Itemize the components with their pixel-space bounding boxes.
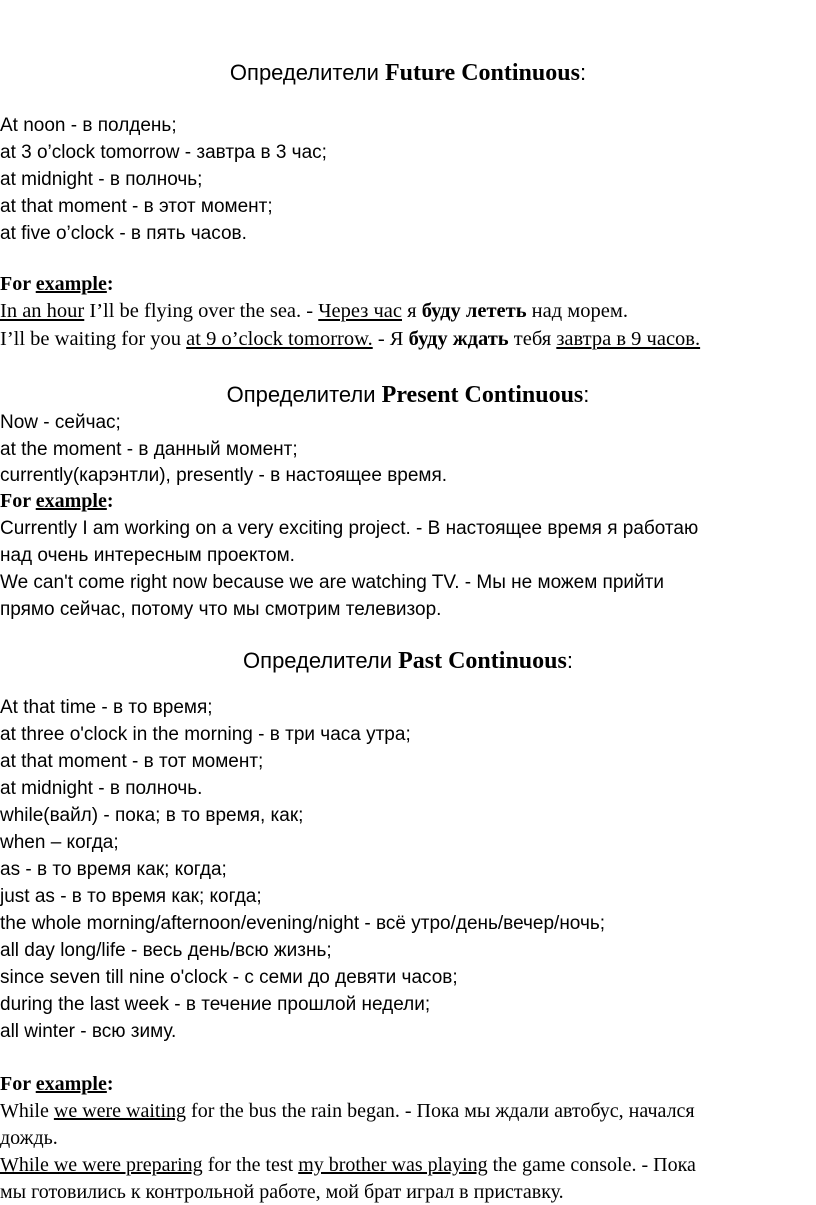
past-example-1: While we were waiting for the bus the rain began. - Пока мы ждали автобус, начался xyxy=(0,1100,695,1122)
future-example-1: In an hour I’ll be flying over the sea. - Через час я буду лететь над морем. xyxy=(0,300,628,322)
past-marker: at that moment - в тот момент; xyxy=(0,751,264,772)
past-example-1-continued: дождь. xyxy=(0,1127,58,1149)
past-marker: all day long/life - весь день/всю жизнь; xyxy=(0,940,332,961)
future-for-example-label: For example: xyxy=(0,273,114,295)
future-marker: At noon - в полдень; xyxy=(0,115,177,136)
past-marker: the whole morning/afternoon/evening/night - всё утро/день/вечер/ночь; xyxy=(0,913,606,934)
future-marker: at midnight - в полночь; xyxy=(0,169,203,190)
past-example-2: While we were preparing for the test my brother was playing the game console. - Пока xyxy=(0,1154,696,1176)
past-example-2-continued: мы готовились к контрольной работе, мой брат играл в приставку. xyxy=(0,1181,564,1203)
present-heading: Определители Present Continuous: xyxy=(226,382,590,408)
future-marker: at 3 o’clock tomorrow - завтра в 3 час; xyxy=(0,142,327,163)
past-heading: Определители Past Continuous: xyxy=(243,648,573,674)
present-marker: at the moment - в данный момент; xyxy=(0,439,298,460)
past-marker: during the last week - в течение прошлой недели; xyxy=(0,994,431,1015)
present-example-line: We can't come right now because we are watching TV. - Мы не можем прийти xyxy=(0,572,664,593)
past-marker: as - в то время как; когда; xyxy=(0,859,227,880)
past-marker: At that time - в то время; xyxy=(0,697,213,718)
future-marker: at that moment - в этот момент; xyxy=(0,196,273,217)
past-marker: since seven till nine o'clock - с семи до девяти часов; xyxy=(0,967,458,988)
future-heading: Определители Future Continuous: xyxy=(229,60,587,86)
past-marker: just as - в то время как; когда; xyxy=(0,886,262,907)
present-example-line: прямо сейчас, потому что мы смотрим телевизор. xyxy=(0,599,442,620)
past-marker: while(вайл) - пока; в то время, как; xyxy=(0,805,304,826)
future-example-2: I’ll be waiting for you at 9 o’clock tomorrow. - Я буду ждать тебя завтра в 9 часов. xyxy=(0,328,701,350)
present-marker: Now - сейчас; xyxy=(0,412,121,433)
past-marker: at three o'clock in the morning - в три часа утра; xyxy=(0,724,411,745)
present-example-line: над очень интересным проектом. xyxy=(0,545,295,566)
past-marker: when – когда; xyxy=(0,832,119,853)
past-marker: all winter - всю зиму. xyxy=(0,1021,177,1042)
future-marker: at five o’clock - в пять часов. xyxy=(0,223,247,244)
past-for-example-label: For example: xyxy=(0,1073,114,1095)
present-for-example-label: For example: xyxy=(0,490,114,512)
present-example-line: Currently I am working on a very exciting project. - В настоящее время я работаю xyxy=(0,518,699,539)
past-marker: at midnight - в полночь. xyxy=(0,778,203,799)
present-marker: currently(карэнтли), presently - в настоящее время. xyxy=(0,465,448,486)
